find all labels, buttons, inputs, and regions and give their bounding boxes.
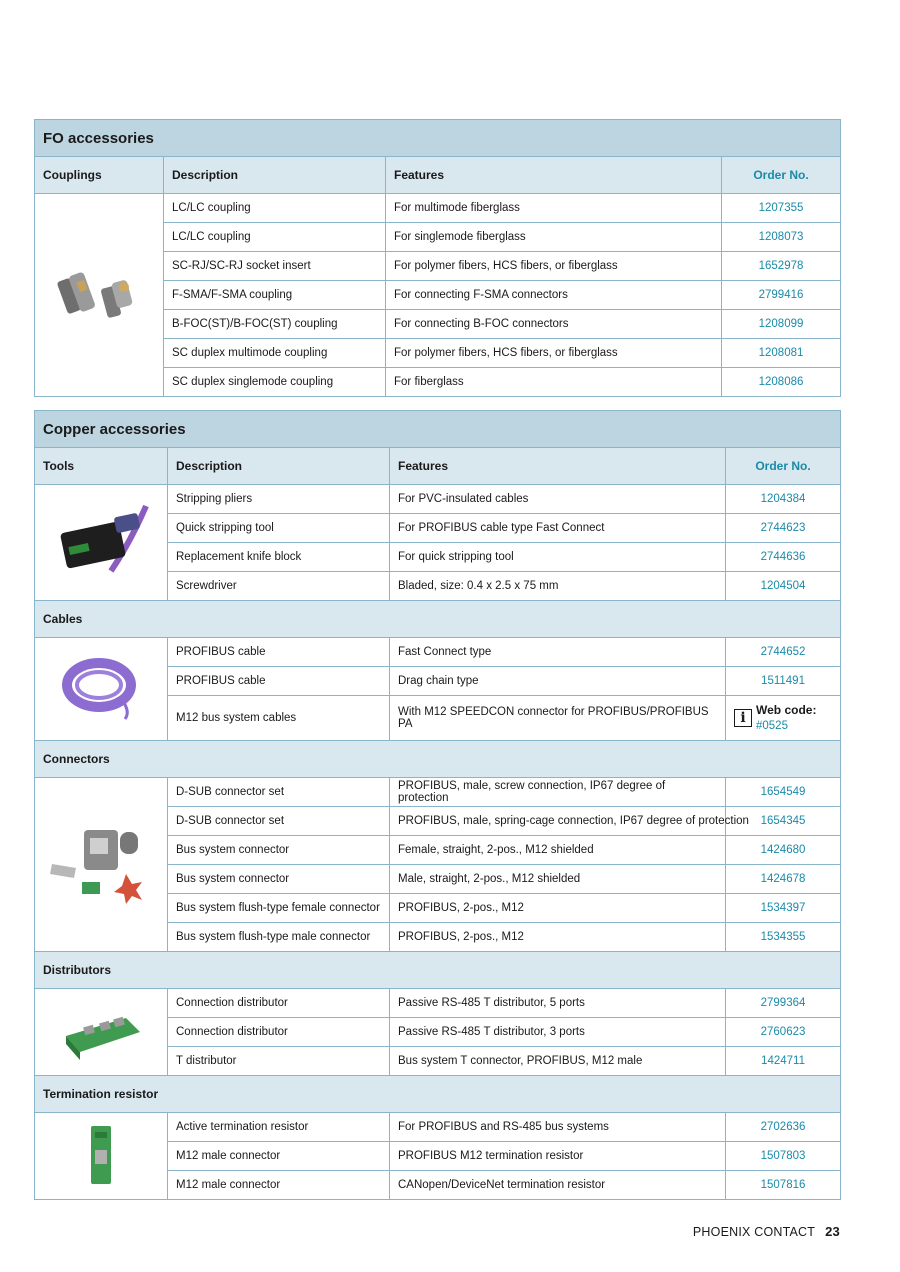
row-features: PROFIBUS M12 termination resistor <box>390 1142 726 1171</box>
order-number[interactable]: 2744636 <box>726 543 841 572</box>
row-description: PROFIBUS cable <box>168 667 390 696</box>
row-features: Fast Connect type <box>390 638 726 667</box>
order-number[interactable]: 2760623 <box>726 1018 841 1047</box>
row-features: For multimode fiberglass <box>386 194 722 223</box>
row-description: T distributor <box>168 1047 390 1076</box>
order-number[interactable]: 1208081 <box>722 339 841 368</box>
row-features: PROFIBUS, male, spring-cage connection, IP67 degree of protection <box>390 807 726 836</box>
row-description: LC/LC coupling <box>164 194 386 223</box>
order-number[interactable]: 1208073 <box>722 223 841 252</box>
row-description: Screwdriver <box>168 572 390 601</box>
row-description: Quick stripping tool <box>168 514 390 543</box>
row-description: D-SUB connector set <box>168 778 390 807</box>
termination-resistor-icon <box>81 1120 121 1190</box>
row-features: Female, straight, 2-pos., M12 shielded <box>390 836 726 865</box>
order-number[interactable]: 1507803 <box>726 1142 841 1171</box>
coupling-icon <box>54 259 144 329</box>
connectors-image <box>35 778 168 952</box>
subsection-distributors: Distributors <box>35 952 841 989</box>
row-features: CANopen/DeviceNet termination resistor <box>390 1171 726 1200</box>
row-features: For connecting F-SMA connectors <box>386 281 722 310</box>
web-code-cell[interactable] <box>726 696 841 741</box>
row-description: Stripping pliers <box>168 485 390 514</box>
order-number[interactable]: 2744623 <box>726 514 841 543</box>
row-features: PROFIBUS, 2-pos., M12 <box>390 923 726 952</box>
column-header-features: Features <box>386 157 722 194</box>
row-description: Connection distributor <box>168 989 390 1018</box>
column-header-category: Couplings <box>35 157 164 194</box>
order-number[interactable]: 1204384 <box>726 485 841 514</box>
row-features: With M12 SPEEDCON connector for PROFIBUS/PROFIBUS PA <box>390 696 726 741</box>
column-header-description: Description <box>168 448 390 485</box>
row-description: Bus system flush-type male connector <box>168 923 390 952</box>
row-features: For polymer fibers, HCS fibers, or fiberglass <box>386 252 722 281</box>
fo-accessories-table <box>34 119 841 397</box>
row-features: PROFIBUS, 2-pos., M12 <box>390 894 726 923</box>
row-description: SC-RJ/SC-RJ socket insert <box>164 252 386 281</box>
web-code-value[interactable]: #0525 <box>756 719 788 732</box>
column-header-features: Features <box>390 448 726 485</box>
order-number[interactable]: 2744652 <box>726 638 841 667</box>
order-number[interactable]: 1424680 <box>726 836 841 865</box>
row-description: B-FOC(ST)/B-FOC(ST) coupling <box>164 310 386 339</box>
stripping-tool-icon <box>51 501 151 581</box>
row-description: SC duplex singlemode coupling <box>164 368 386 397</box>
order-number[interactable]: 1208099 <box>722 310 841 339</box>
web-code-label: Web code: <box>756 702 817 717</box>
subsection-connectors: Connectors <box>35 741 841 778</box>
subsection-cables: Cables <box>35 601 841 638</box>
order-number[interactable]: 2702636 <box>726 1113 841 1142</box>
order-number[interactable]: 2799364 <box>726 989 841 1018</box>
cables-image <box>35 638 168 741</box>
row-features: For fiberglass <box>386 368 722 397</box>
row-features: For polymer fibers, HCS fibers, or fiberglass <box>386 339 722 368</box>
row-description: M12 male connector <box>168 1142 390 1171</box>
page-footer <box>693 1224 840 1239</box>
order-number[interactable]: 1511491 <box>726 667 841 696</box>
row-description: F-SMA/F-SMA coupling <box>164 281 386 310</box>
row-description: SC duplex multimode coupling <box>164 339 386 368</box>
distributors-image <box>35 989 168 1076</box>
order-number[interactable]: 1534355 <box>726 923 841 952</box>
column-header-order: Order No. <box>722 157 841 194</box>
order-number[interactable]: 1534397 <box>726 894 841 923</box>
subsection-termination: Termination resistor <box>35 1076 841 1113</box>
row-features: Passive RS-485 T distributor, 5 ports <box>390 989 726 1018</box>
row-description: Bus system connector <box>168 836 390 865</box>
row-description: Active termination resistor <box>168 1113 390 1142</box>
order-number[interactable]: 1208086 <box>722 368 841 397</box>
row-features: Male, straight, 2-pos., M12 shielded <box>390 865 726 894</box>
column-header-description: Description <box>164 157 386 194</box>
order-number[interactable]: 1207355 <box>722 194 841 223</box>
cable-coil-icon <box>61 653 141 723</box>
page-number: 23 <box>825 1224 840 1239</box>
row-description: Bus system connector <box>168 865 390 894</box>
row-description: PROFIBUS cable <box>168 638 390 667</box>
row-features: For PROFIBUS and RS-485 bus systems <box>390 1113 726 1142</box>
row-description: Replacement knife block <box>168 543 390 572</box>
column-header-category: Tools <box>35 448 168 485</box>
order-number[interactable]: 1507816 <box>726 1171 841 1200</box>
row-features: Bus system T connector, PROFIBUS, M12 male <box>390 1047 726 1076</box>
connector-set-icon <box>46 808 156 918</box>
order-number[interactable]: 1204504 <box>726 572 841 601</box>
section-title: FO accessories <box>35 120 841 157</box>
row-features: For quick stripping tool <box>390 543 726 572</box>
row-description: Connection distributor <box>168 1018 390 1047</box>
distributor-icon <box>56 996 146 1066</box>
order-number[interactable]: 1654345 <box>726 807 841 836</box>
row-description: LC/LC coupling <box>164 223 386 252</box>
row-description: Bus system flush-type female connector <box>168 894 390 923</box>
coupling-image <box>35 194 164 397</box>
row-description: M12 male connector <box>168 1171 390 1200</box>
brand-name: PHOENIX CONTACT <box>692 1225 816 1239</box>
order-number[interactable]: 1424711 <box>726 1047 841 1076</box>
section-title: Copper accessories <box>35 411 841 448</box>
row-features: PROFIBUS, male, screw connection, IP67 degree of protection <box>390 778 726 807</box>
info-icon: i <box>734 709 752 727</box>
order-number[interactable]: 2799416 <box>722 281 841 310</box>
tools-image <box>35 485 168 601</box>
row-features: For singlemode fiberglass <box>386 223 722 252</box>
row-description: D-SUB connector set <box>168 807 390 836</box>
copper-accessories-table <box>34 410 841 1200</box>
column-header-order: Order No. <box>726 448 841 485</box>
row-features: For connecting B-FOC connectors <box>386 310 722 339</box>
termination-image <box>35 1113 168 1200</box>
order-number[interactable]: 1654549 <box>726 778 841 807</box>
row-features: Bladed, size: 0.4 x 2.5 x 75 mm <box>390 572 726 601</box>
row-features: For PROFIBUS cable type Fast Connect <box>390 514 726 543</box>
row-features: Passive RS-485 T distributor, 3 ports <box>390 1018 726 1047</box>
row-features: For PVC-insulated cables <box>390 485 726 514</box>
row-features: Drag chain type <box>390 667 726 696</box>
row-description: M12 bus system cables <box>168 696 390 741</box>
order-number[interactable]: 1424678 <box>726 865 841 894</box>
order-number[interactable]: 1652978 <box>722 252 841 281</box>
